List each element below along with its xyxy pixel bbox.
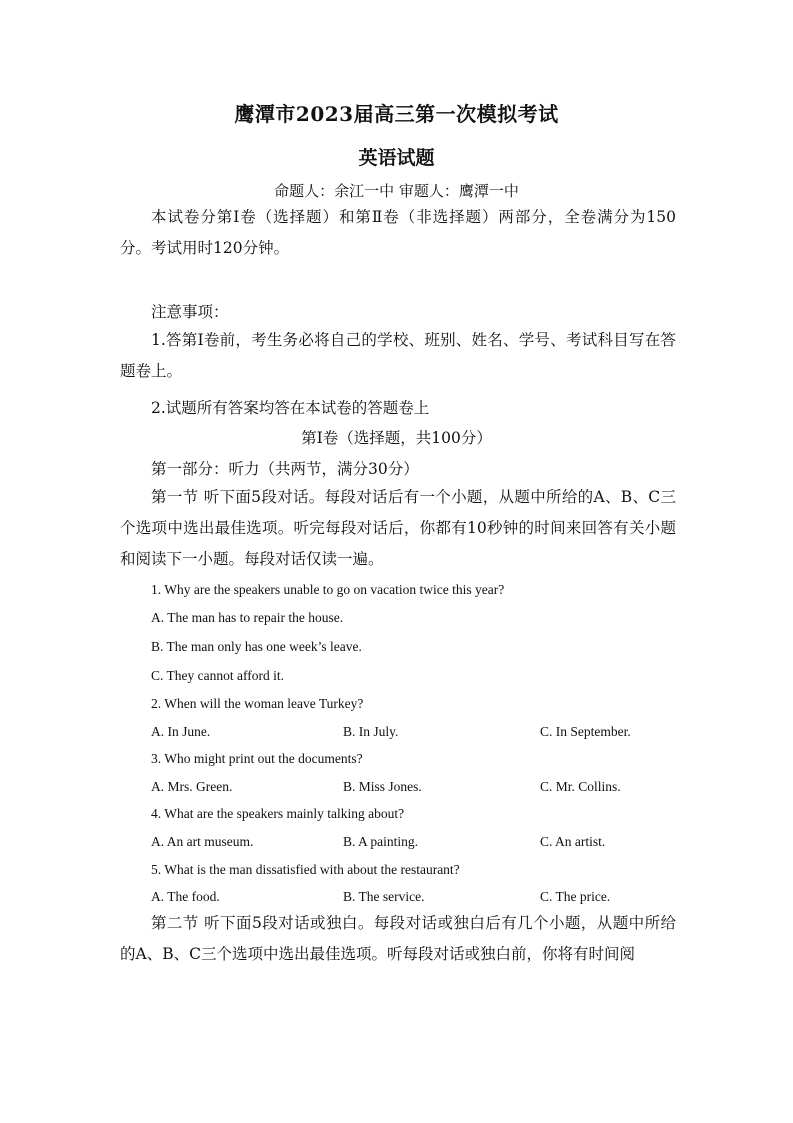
question-5: 5. What is the man dissatisfied with about the restaurant? bbox=[151, 862, 460, 877]
question-4: 4. What are the speakers mainly talking about? bbox=[151, 806, 405, 821]
question-4-option-c: C. An artist. bbox=[540, 834, 606, 849]
question-2-option-a: A. In June. bbox=[151, 724, 211, 739]
exam-subtitle: 英语试题 bbox=[358, 147, 435, 169]
question-2-option-c: C. In September. bbox=[540, 724, 631, 739]
question-2-option-b: B. In July. bbox=[343, 724, 399, 739]
question-5-option-c: C. The price. bbox=[540, 889, 611, 904]
volume-1-heading: 第Ⅰ卷（选择题，共100分） bbox=[301, 429, 492, 447]
exam-title: 鹰潭市2023届高三第一次模拟考试 bbox=[234, 102, 559, 126]
section-1-instructions: 第一节 听下面5段对话。每段对话后有一个小题，从题中所给的A、B、C三个选项中选出最佳选项。听完每段对话后，你都有10秒钟的时间来回答有关小题和阅读下一小题。每段对话仅读一遍。 bbox=[120, 488, 676, 568]
question-3-option-a: A. Mrs. Green. bbox=[151, 779, 233, 794]
question-5-option-b: B. The service. bbox=[343, 889, 425, 904]
intro-paragraph: 本试卷分第Ⅰ卷（选择题）和第Ⅱ卷（非选择题）两部分，全卷满分为150分。考试用时120分钟。 bbox=[120, 208, 676, 257]
note-1: 1.答第Ⅰ卷前，考生务必将自己的学校、班别、姓名、学号、考试科目写在答题卷上。 bbox=[120, 331, 676, 380]
question-3-option-c: C. Mr. Collins. bbox=[540, 779, 621, 794]
note-2: 2.试题所有答案均答在本试卷的答题卷上 bbox=[151, 399, 430, 417]
question-2: 2. When will the woman leave Turkey? bbox=[151, 696, 364, 711]
question-3: 3. Who might print out the documents? bbox=[151, 751, 363, 766]
question-4-option-a: A. An art museum. bbox=[151, 834, 254, 849]
question-1-option-c: C. They cannot afford it. bbox=[151, 668, 284, 683]
notes-heading: 注意事项： bbox=[151, 303, 229, 321]
question-1-option-a: A. The man has to repair the house. bbox=[151, 610, 344, 625]
question-5-option-a: A. The food. bbox=[151, 889, 220, 904]
question-1: 1. Why are the speakers unable to go on vacation twice this year? bbox=[151, 582, 505, 597]
question-4-option-b: B. A painting. bbox=[343, 834, 419, 849]
part-1-heading: 第一部分：听力（共两节，满分30分） bbox=[151, 460, 419, 478]
authors-line: 命题人：余江一中 审题人：鹰潭一中 bbox=[274, 182, 519, 200]
question-1-option-b: B. The man only has one week’s leave. bbox=[151, 639, 362, 654]
question-3-option-b: B. Miss Jones. bbox=[343, 779, 422, 794]
section-2-instructions: 第二节 听下面5段对话或独白。每段对话或独白后有几个小题，从题中所给的A、B、C三个选项中选出最佳选项。听每段对话或独白前，你将有时间阅 bbox=[120, 914, 676, 963]
